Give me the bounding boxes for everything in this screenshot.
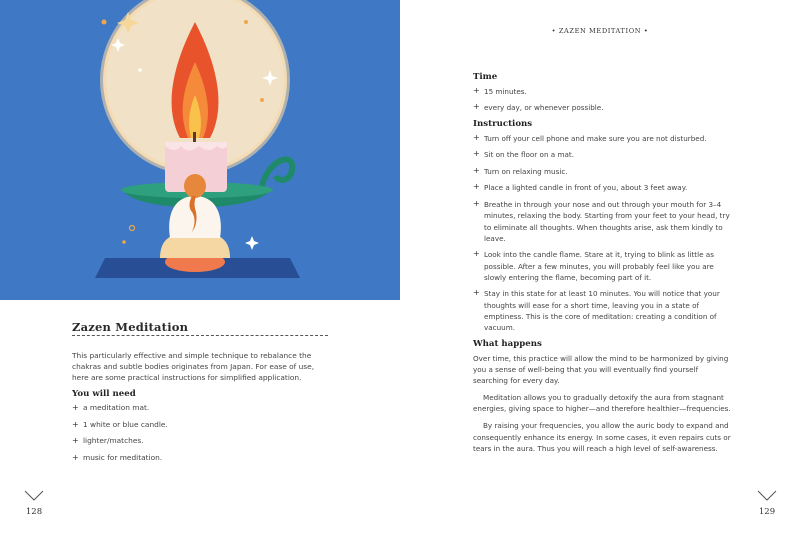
list-item: + music for meditation. (72, 452, 163, 462)
plus-icon: + (473, 198, 480, 208)
time-list (473, 86, 735, 114)
time-heading: Time (473, 72, 498, 82)
plus-icon: + (72, 403, 79, 412)
paragraph: Over time, this practice will allow the mind to be harmonized by giving you a sense of well-being that you will eventually find yourself searching for every day. (473, 353, 729, 386)
plus-icon: + (473, 86, 480, 95)
list-item: + 15 minutes. (473, 86, 527, 96)
plus-icon: + (473, 182, 480, 192)
meditation-illustration (0, 0, 400, 300)
plus-icon: + (473, 149, 480, 159)
plus-icon: + (473, 249, 480, 259)
page-folio-right (757, 487, 777, 517)
list-item: + 1 white or blue candle. (72, 419, 168, 429)
chevron-down-icon (24, 490, 44, 502)
list-item: + Turn off your cell phone and make sure you are not disturbed. (473, 132, 707, 143)
plus-icon: + (473, 102, 480, 112)
page-folio-left (24, 487, 44, 517)
instructions-heading: Instructions (473, 118, 533, 129)
what-happens-heading: What happens (473, 338, 542, 349)
list-item: + Stay in this state for at least 10 minutes. You will notice that your thoughts will ease for a short time, leaving you in a state of emptiness. This is the core of meditation: creating a condition of vacuum. (473, 288, 720, 333)
list-item: + Look into the candle flame. Stare at it, trying to blink as little as possible. After a few minutes, you will probably feel like you are slowly entering the flame, becoming part of it. (473, 249, 714, 282)
list-item: + Sit on the floor on a mat. (473, 149, 574, 160)
paragraph: Meditation allows you to gradually detoxify the aura from stagnant energies, giving space to higher—and therefore healthier—frequencies. (473, 393, 731, 414)
plus-icon: + (72, 452, 79, 462)
list-item: + lighter/matches. (72, 436, 144, 446)
running-head: • ZAZEN MEDITATION • (551, 27, 649, 35)
plus-icon: + (473, 132, 480, 142)
plus-icon: + (72, 436, 79, 446)
title-divider (72, 335, 328, 336)
instructions-list (473, 133, 735, 334)
page-number: 129 (758, 507, 776, 517)
plus-icon: + (72, 419, 79, 429)
plus-icon: + (473, 288, 480, 298)
list-item: + Place a lighted candle in front of you, about 3 feet away. (473, 182, 688, 193)
paragraph: By raising your frequencies, you allow the auric body to expand and consequently enhance its energy. In some cases, it even repairs cuts or tears in the aura. Thus you will reach a high level of self-awareness. (473, 421, 731, 453)
plus-icon: + (473, 165, 480, 175)
right-column (473, 72, 735, 460)
list-item: + Turn on relaxing music. (473, 165, 568, 176)
list-item: + Breathe in through your nose and out through your mouth for 3–4 minutes, relaxing the body. Starting from your feet to your head, try to eliminate all thoughts. When thoughts arise, ask them kindly to leave. (473, 198, 730, 243)
chevron-down-icon (757, 490, 777, 502)
page-number: 128 (25, 507, 43, 517)
intro-paragraph: This particularly effective and simple technique to rebalance the chakras and subtle bodies originates from Japan. For ease of use, here are some practical instructions for simplified application. (72, 351, 315, 383)
list-item: + every day, or whenever possible. (473, 102, 604, 113)
page-title: Zazen Meditation (72, 320, 189, 334)
need-list (72, 403, 332, 469)
you-will-need-heading: You will need (72, 389, 136, 399)
list-item: + a meditation mat. (72, 403, 150, 412)
